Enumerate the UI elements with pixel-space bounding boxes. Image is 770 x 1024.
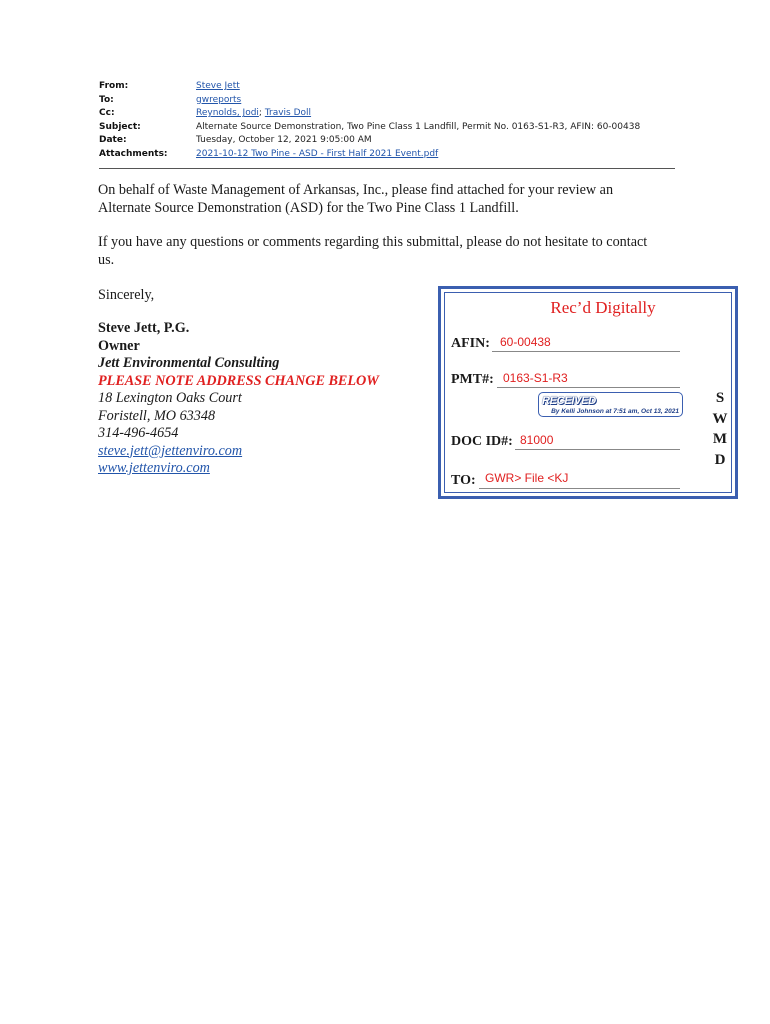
swmd-letters [710,388,730,470]
received-stamp [438,286,738,499]
body-paragraph-2: If you have any questions or comments regarding this submittal, please do not hesitate to contact us. [98,234,648,268]
header-row-to [99,94,679,108]
closing: Sincerely, [98,287,155,303]
received-by: By Kelli Johnson at 7:51 am, Oct 13, 2021 [551,408,679,415]
stamp-title: Rec’d Digitally [550,298,656,317]
pmt-label: PMT#: [451,372,494,387]
signature-address-2: Foristell, MO 63348 [98,407,216,424]
afin-value: 60-00438 [500,335,551,349]
pmt-line [497,387,680,388]
cc-separator: ; [258,108,262,119]
swmd-letter: D [714,451,726,468]
signature-title: Owner [98,337,140,354]
swmd-letter: W [712,410,728,427]
cc-label: Cc: [99,108,115,119]
to-field-value: GWR> File <KJ [485,471,569,485]
received-badge [538,392,683,417]
header-row-from [99,80,679,94]
to-link[interactable]: gwreports [196,94,242,105]
received-title: RECEIVED [542,395,596,407]
signature-phone: 314-496-4654 [98,425,179,441]
cc-values [196,107,311,121]
attachment-link[interactable]: 2021-10-12 Two Pine - ASD - First Half 2021 Event.pdf [196,148,439,159]
pmt-value: 0163-S1-R3 [503,371,568,385]
docid-value: 81000 [520,433,554,447]
signature-email-link[interactable]: steve.jett@jettenviro.com [98,442,243,459]
cc-link-doll[interactable]: Travis Doll [264,108,312,119]
cc-link-reynolds[interactable]: Reynolds, Jodi [196,108,259,119]
to-line [479,488,680,489]
swmd-letter: S [715,390,725,406]
header-row-date [99,134,679,148]
to-label: To: [99,94,114,105]
afin-label: AFIN: [451,336,490,351]
to-field-label: TO: [451,473,476,488]
signature-website-link[interactable]: www.jettenviro.com [98,460,210,476]
signature-address-1: 18 Lexington Oaks Court [98,390,242,406]
date-label: Date: [99,135,127,146]
afin-line [492,351,680,352]
docid-line [515,449,680,450]
signature-company: Jett Environmental Consulting [98,355,280,371]
attachments-label: Attachments: [99,148,168,159]
signature-block [98,320,379,478]
address-change-notice: PLEASE NOTE ADDRESS CHANGE BELOW [98,372,379,389]
body-paragraph-1: On behalf of Waste Management of Arkansas, Inc., please find attached for your review an Alternate Source Demonstration (ASD) for the Two Pine Class 1 Landfill. [98,182,614,216]
signature-name: Steve Jett, P.G. [98,320,190,336]
date-value: Tuesday, October 12, 2021 9:05:00 AM [196,135,372,146]
stamp-inner-border [444,292,732,493]
subject-label: Subject: [99,121,141,132]
email-header [99,80,679,162]
header-row-subject [99,121,679,135]
subject-value: Alternate Source Demonstration, Two Pine Class 1 Landfill, Permit No. 0163-S1-R3, AFIN: 60-00438 [196,121,641,132]
header-row-cc [99,107,679,121]
from-label: From: [99,81,129,91]
header-divider [99,168,675,169]
from-link[interactable]: Steve Jett [196,81,240,91]
docid-label: DOC ID#: [451,434,513,449]
swmd-letter: M [712,431,728,447]
header-row-attachments [99,148,679,162]
